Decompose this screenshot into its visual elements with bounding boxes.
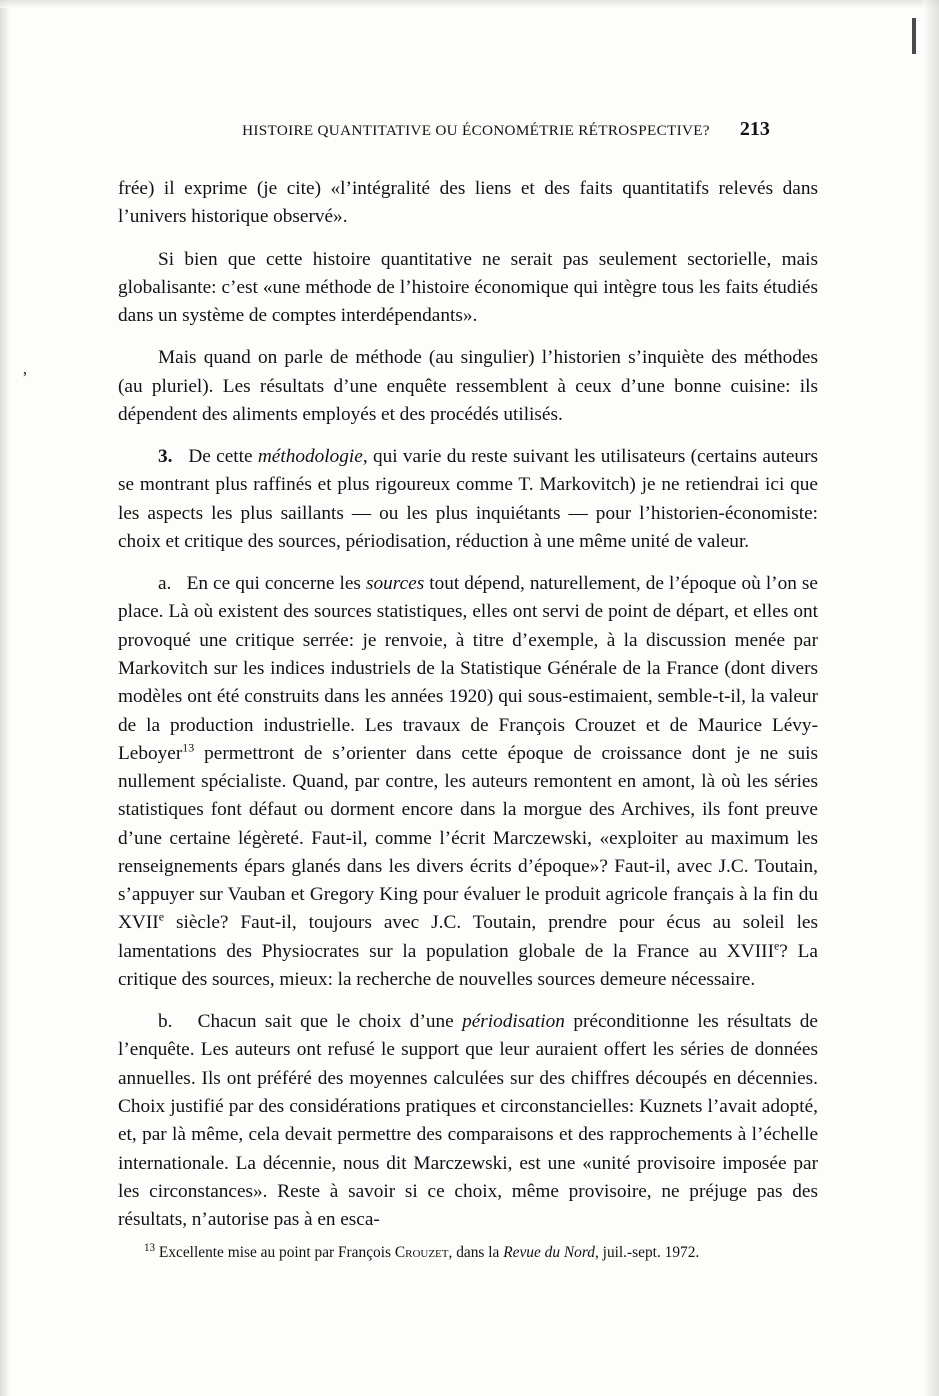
page-edge-right — [923, 0, 939, 1396]
paragraph-4-text-before: De cette — [188, 446, 258, 468]
paragraph-4-gap — [172, 446, 188, 467]
paragraph-6-number: b. — [158, 1011, 173, 1033]
footnote-text-after: , juil.-sept. 1972. — [594, 1244, 700, 1261]
footnote-text-before: Excellente mise au point par François — [155, 1244, 395, 1261]
paragraph-5-text-end3: ? La critique des sources, mieux: la recherche de nouvelles sources demeure nécessaire. — [118, 940, 818, 990]
paragraph-6-gap — [172, 1011, 197, 1032]
paragraph-5 — [118, 570, 818, 994]
paragraph-6-text-before: Chacun sait que le choix d’une — [197, 1011, 463, 1033]
footnote-marker-13: 13 — [144, 1241, 156, 1254]
page-edge-top — [0, 0, 939, 8]
paragraph-5-text-end: permettront de s’orienter dans cette époque de croissance dont je ne suis nullement spécialiste. Quand, par contre, les auteurs remontent en amont, là où les séries statistiques font défaut ou dorment encore dans la morgue des Archives, ils font preuve d’une certaine légèreté. Faut-il, comme l’écrit Marczewski, «exploiter au maximum les renseignements épars glanés dans les divers écrits d’époque»? Faut-il, avec J.C. Toutain, s’appuyer sur Vauban et Gregory King pour évaluer le produit agricole français à la fin du XVII — [118, 742, 818, 934]
paragraph-3: Mais quand on parle de méthode (au singulier) l’historien s’inquiète des méthodes (au pluriel). Les résultats d’une enquête ressemblent à ceux d’une bonne cuisine: ils dépendent des aliments employés et des procédés utilisés. — [118, 347, 818, 425]
paragraph-2: Si bien que cette histoire quantitative ne serait pas seulement sectorielle, mais globalisante: c’est «une méthode de l’histoire économique qui intègre tous les faits étudiés dans un système de comptes interdépendants». — [118, 248, 818, 327]
paragraph-4-text-after: , qui varie du reste suivant les utilisateurs (certains auteurs se montrant plus raffinés et plus rigoureux comme T. Markovitch) je ne retiendrai ici que les aspects les plus saillants — ou les plus inquiétants — pour l’historien-économiste: choix et critique des sources, périodisation, réduction à une même unité de valeur. — [118, 446, 818, 552]
paragraph-5-text-after: tout dépend, naturellement, de l’époque où l’on se place. Là où existent des sources statistiques, elles ont servi de point de départ, et elles ont provoqué une critique serrée: je renvoie, à titre d’exemple, à la discussion menée par Markovitch sur les indices industriels de la Statistique Générale de la France (dont divers modèles ont été construits dans les années 1920) qui sous-estimaient, semble-t-il, la valeur de la production industrielle. Les travaux de François Crouzet et de Maurice Lévy-Leboyer — [118, 573, 818, 764]
footnote-journal: Revue du Nord — [503, 1244, 595, 1261]
paragraph-6-emphasis: périodisation — [462, 1011, 565, 1033]
paragraph-1: frée) il exprime (je cite) «l’intégralité des liens et des faits quantitatifs relevés dans l’univers historique observé». — [118, 178, 818, 228]
ordinal-exponent-2: e — [773, 938, 780, 953]
page-number: 213 — [739, 118, 770, 140]
footnote-author: Crouzet — [394, 1244, 449, 1261]
footnote-reference-13[interactable]: 13 — [182, 740, 195, 755]
paragraph-5-emphasis: sources — [366, 573, 425, 595]
paragraph-5-number: a. — [158, 573, 172, 595]
paragraph-5-text-end2: siècle? Faut-il, toujours avec J.C. Toutain, prendre pour écus au soleil les lamentations des Physiocrates sur la population globale de la France au XVIII — [118, 912, 818, 962]
paragraph-6-text-after: préconditionne les résultats de l’enquête. Les auteurs ont refusé le support que leur auraient offert les séries de données annuelles. Ils ont préféré des moyennes calculées sur des chiffres découpés en décennies. Choix justifié par des considérations pratiques et circonstancielles: Kuznets l’avait adopté, et, par là même, cela devait permettre des comparaisons et des rapprochements à l’échelle internationale. La décennie, nous dit Marczewski, est une «unité provisoire imposée par les circonstances». Reste à savoir si ce choix, même provisoire, ne préjuge pas des résultats, n’autorise pas à en esca- — [118, 1011, 818, 1231]
ordinal-exponent-1: e — [158, 909, 165, 924]
footnote-text-middle: , dans la — [448, 1244, 504, 1261]
paragraph-6 — [118, 1008, 818, 1234]
paragraph-5-text-before: En ce qui concerne les — [186, 573, 366, 595]
margin-mark: ’ — [22, 368, 28, 387]
footnote-zone — [118, 1242, 818, 1263]
paragraph-5-gap — [171, 573, 186, 594]
footnote-13 — [118, 1242, 818, 1263]
paragraph-4-emphasis: méthodologie — [257, 446, 363, 468]
running-head-title: HISTOIRE QUANTITATIVE OU ÉCONOMÉTRIE RÉTROSPECTIVE? — [242, 122, 710, 139]
running-head — [194, 118, 818, 141]
page-edge-left — [0, 0, 10, 1396]
paragraph-4-number: 3. — [158, 446, 173, 468]
page-body — [118, 118, 818, 1236]
spine-mark — [912, 18, 916, 54]
paragraph-4 — [118, 443, 818, 556]
